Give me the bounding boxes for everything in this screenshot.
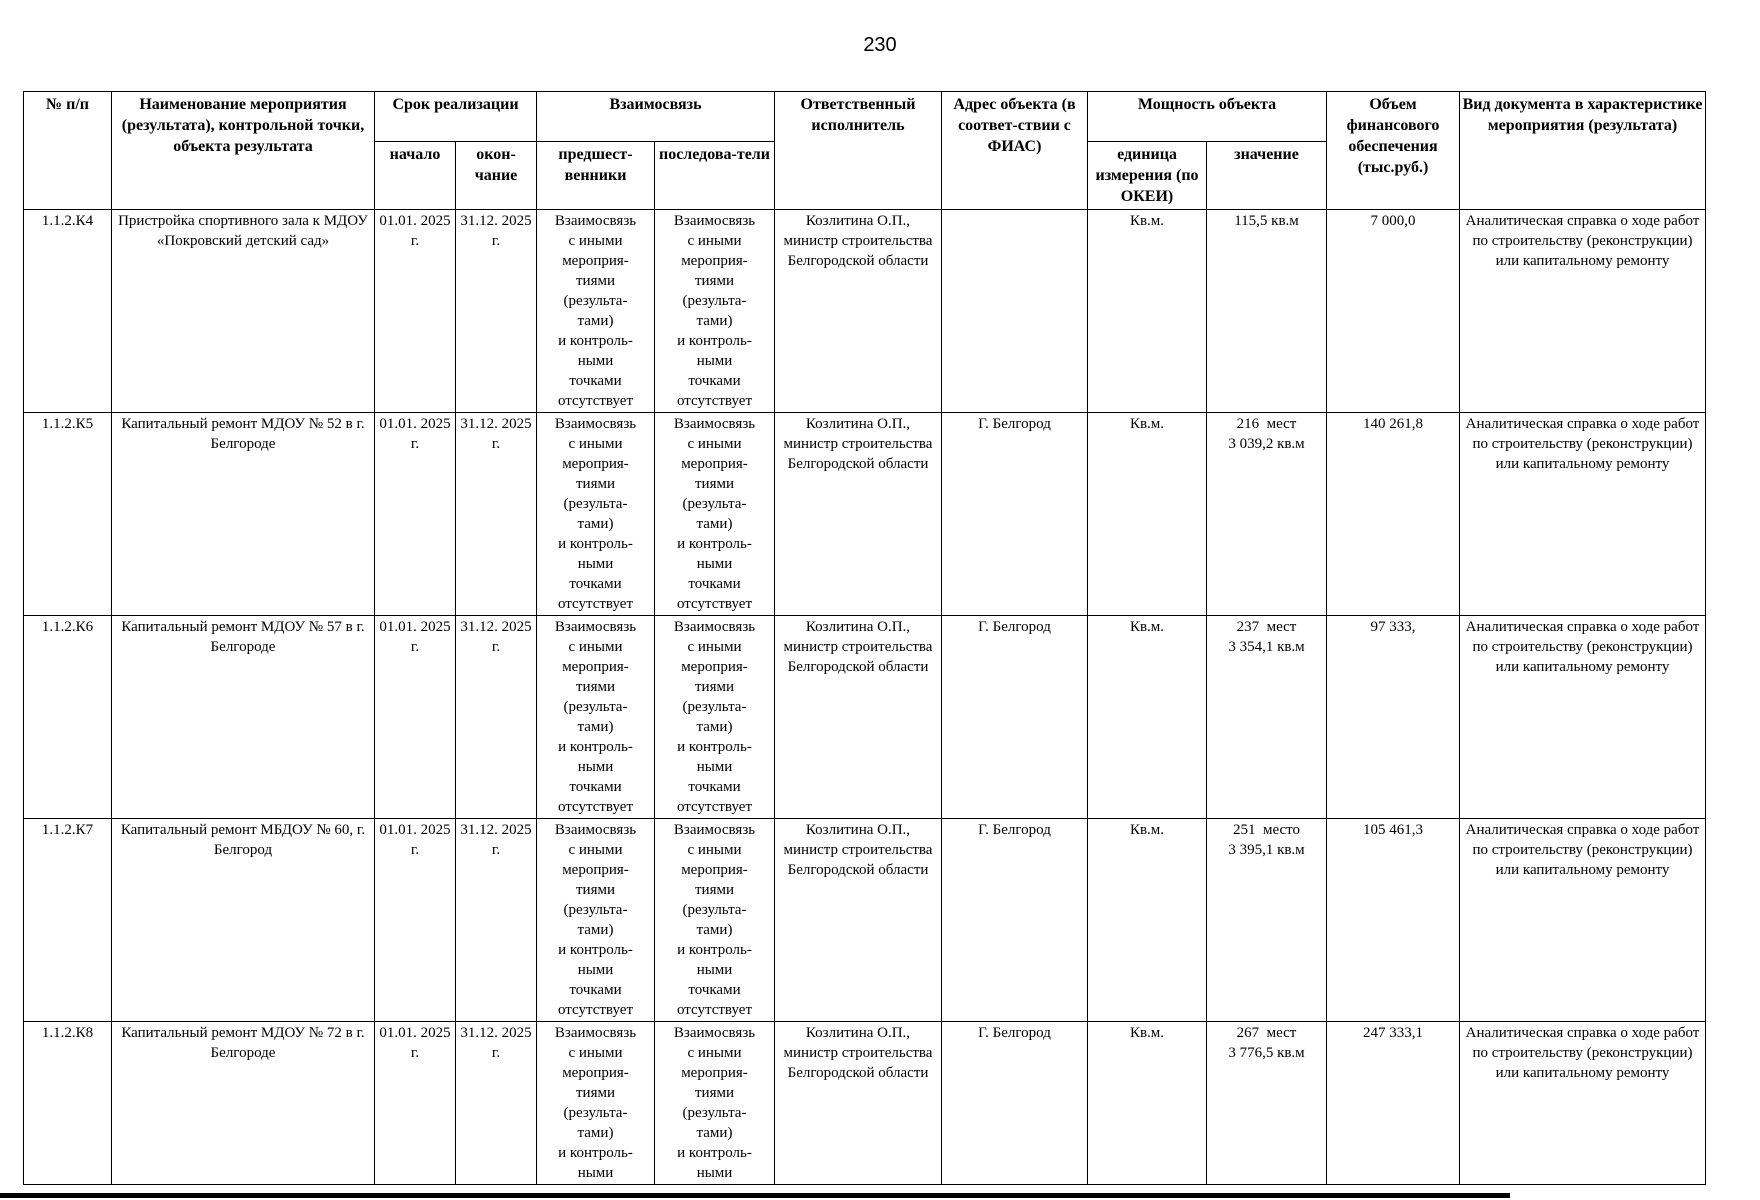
row-predecessors [537,413,655,616]
cell-line: (результа- [563,496,628,512]
header-relation-prev: предшест-венники [537,142,655,210]
cell-line: тами) [696,1125,733,1141]
cell-line: и контроль- [677,1145,752,1161]
cell-line: тами) [696,313,733,329]
cell-line: мероприя- [562,659,629,675]
cell-line: с иными [568,233,623,249]
cell-line: (результа- [682,1105,747,1121]
row-number: 1.1.2.К6 [24,616,112,819]
cell-line: тиями [575,1085,615,1101]
row-start-date: 01.01. 2025 г. [375,1022,456,1185]
row-address: Г. Белгород [942,819,1088,1022]
cell-line: с иными [687,1045,742,1061]
page-number: 230 [863,34,897,56]
cell-line: тиями [575,476,615,492]
cell-line: ными [577,1165,614,1181]
cell-line: точками [569,576,622,592]
cell-line: Взаимосвязь [554,416,637,432]
header-term-start: начало [375,142,456,210]
row-name: Капитальный ремонт МДОУ № 57 в г. Белгороде [112,616,375,819]
header-term: Срок реализации [375,92,537,142]
cell-line: Взаимосвязь [554,213,637,229]
cell-line: точками [569,982,622,998]
header-num: № п/п [24,92,112,210]
row-unit: Кв.м. [1088,413,1207,616]
row-unit: Кв.м. [1088,819,1207,1022]
row-predecessors [537,210,655,413]
cell-line: тами) [696,516,733,532]
row-value [1207,210,1327,413]
cell-line: тами) [577,719,614,735]
cell-line: и контроль- [558,942,633,958]
row-address: Г. Белгород [942,413,1088,616]
cell-line: отсутствует [557,393,634,409]
cell-line: ными [696,759,733,775]
cell-line: мероприя- [562,456,629,472]
cell-line: тиями [694,679,734,695]
cell-line: с иными [687,233,742,249]
table-row [24,819,1706,1022]
row-name: Капитальный ремонт МДОУ № 72 в г. Белгороде [112,1022,375,1185]
row-successors [655,210,775,413]
value-line: 115,5 кв.м [1234,213,1299,229]
cell-line: отсутствует [557,596,634,612]
row-unit: Кв.м. [1088,210,1207,413]
cell-line: ными [696,962,733,978]
table-row [24,616,1706,819]
cell-line: и контроль- [558,333,633,349]
cell-line: с иными [687,639,742,655]
cell-line: Взаимосвязь [554,822,637,838]
row-address: Г. Белгород [942,1022,1088,1185]
cell-line: отсутствует [557,799,634,815]
table-row [24,1022,1706,1185]
row-name: Капитальный ремонт МДОУ № 52 в г. Белгороде [112,413,375,616]
row-funding: 140 261,8 [1327,413,1460,616]
row-predecessors [537,1022,655,1185]
page-bottom-rule [0,1193,1510,1198]
header-doc-type: Вид документа в характеристике мероприятия (результата) [1460,92,1706,210]
cell-line: мероприя- [562,253,629,269]
cell-line: тиями [575,679,615,695]
cell-line: ными [696,353,733,369]
cell-line: тиями [694,882,734,898]
cell-line: и контроль- [677,739,752,755]
cell-line: и контроль- [558,739,633,755]
row-successors [655,413,775,616]
cell-line: Взаимосвязь [673,822,756,838]
table-header [24,92,1706,210]
cell-line: тиями [694,476,734,492]
row-number: 1.1.2.К5 [24,413,112,616]
row-number: 1.1.2.К7 [24,819,112,1022]
row-funding: 105 461,3 [1327,819,1460,1022]
cell-line: (результа- [563,699,628,715]
table-row [24,210,1706,413]
row-unit: Кв.м. [1088,616,1207,819]
row-doc-type: Аналитическая справка о ходе работ по строительству (реконструкции) или капитальному ремонту [1460,1022,1706,1185]
cell-line: с иными [568,436,623,452]
row-executor: Козлитина О.П., министр строительства Белгородской области [775,413,942,616]
cell-line: с иными [568,842,623,858]
cell-line: тами) [696,922,733,938]
cell-line: и контроль- [558,536,633,552]
row-address [942,210,1088,413]
cell-line: с иными [687,436,742,452]
cell-line: Взаимосвязь [554,619,637,635]
row-name: Капитальный ремонт МБДОУ № 60, г. Белгород [112,819,375,1022]
row-value [1207,616,1327,819]
value-line: 3 354,1 кв.м [1228,639,1305,655]
row-end-date: 31.12. 2025 г. [456,616,537,819]
cell-line: (результа- [682,902,747,918]
cell-line: точками [688,779,741,795]
row-successors [655,616,775,819]
row-funding: 247 333,1 [1327,1022,1460,1185]
cell-line: тами) [577,922,614,938]
row-doc-type: Аналитическая справка о ходе работ по строительству (реконструкции) или капитальному ремонту [1460,210,1706,413]
cell-line: Взаимосвязь [673,619,756,635]
value-line: 216 мест [1236,416,1297,432]
row-start-date: 01.01. 2025 г. [375,210,456,413]
cell-line: (результа- [563,1105,628,1121]
header-executor: Ответственный исполнитель [775,92,942,210]
row-end-date: 31.12. 2025 г. [456,819,537,1022]
cell-line: отсутствует [557,1002,634,1018]
value-line: 251 место [1232,822,1301,838]
cell-line: (результа- [563,293,628,309]
cell-line: тиями [694,273,734,289]
header-term-end: окон-чание [456,142,537,210]
row-predecessors [537,616,655,819]
cell-line: тами) [696,719,733,735]
cell-line: и контроль- [677,942,752,958]
row-executor: Козлитина О.П., министр строительства Белгородской области [775,210,942,413]
header-capacity-value: значение [1207,142,1327,210]
cell-line: точками [569,373,622,389]
cell-line: Взаимосвязь [673,213,756,229]
table-body [24,210,1706,1185]
cell-line: отсутствует [676,1002,753,1018]
cell-line: ными [577,962,614,978]
value-line: 267 мест [1236,1025,1297,1041]
cell-line: Взаимосвязь [554,1025,637,1041]
cell-line: ными [577,353,614,369]
header-capacity-unit: единица измерения (по ОКЕИ) [1088,142,1207,210]
cell-line: (результа- [682,699,747,715]
cell-line: тиями [575,273,615,289]
row-funding: 97 333, [1327,616,1460,819]
row-doc-type: Аналитическая справка о ходе работ по строительству (реконструкции) или капитальному ремонту [1460,819,1706,1022]
cell-line: точками [688,982,741,998]
cell-line: с иными [568,1045,623,1061]
cell-line: тиями [575,882,615,898]
cell-line: отсутствует [676,799,753,815]
cell-line: отсутствует [676,596,753,612]
row-value [1207,413,1327,616]
cell-line: тами) [577,1125,614,1141]
row-end-date: 31.12. 2025 г. [456,413,537,616]
row-funding: 7 000,0 [1327,210,1460,413]
cell-line: ными [577,556,614,572]
row-executor: Козлитина О.П., министр строительства Белгородской области [775,616,942,819]
cell-line: ными [696,556,733,572]
row-doc-type: Аналитическая справка о ходе работ по строительству (реконструкции) или капитальному ремонту [1460,413,1706,616]
row-start-date: 01.01. 2025 г. [375,819,456,1022]
value-line: 3 395,1 кв.м [1228,842,1305,858]
header-address: Адрес объекта (в соответ-ствии с ФИАС) [942,92,1088,210]
header-relation: Взаимосвязь [537,92,775,142]
cell-line: (результа- [682,293,747,309]
row-address: Г. Белгород [942,616,1088,819]
cell-line: и контроль- [677,536,752,552]
row-name: Пристройка спортивного зала к МДОУ «Покровский детский сад» [112,210,375,413]
table-row [24,413,1706,616]
row-unit: Кв.м. [1088,1022,1207,1185]
row-executor: Козлитина О.П., министр строительства Белгородской области [775,819,942,1022]
cell-line: тами) [577,313,614,329]
measures-table [23,91,1706,1185]
cell-line: мероприя- [562,1065,629,1081]
cell-line: отсутствует [676,393,753,409]
cell-line: (результа- [682,496,747,512]
value-line: 237 мест [1236,619,1297,635]
cell-line: ными [577,759,614,775]
cell-line: мероприя- [681,862,748,878]
row-value [1207,819,1327,1022]
cell-line: и контроль- [558,1145,633,1161]
row-predecessors [537,819,655,1022]
cell-line: с иными [687,842,742,858]
cell-line: с иными [568,639,623,655]
header-name: Наименование мероприятия (результата), контрольной точки, объекта результата [112,92,375,210]
row-successors [655,1022,775,1185]
row-number: 1.1.2.К4 [24,210,112,413]
cell-line: точками [688,576,741,592]
row-successors [655,819,775,1022]
row-executor: Козлитина О.П., министр строительства Белгородской области [775,1022,942,1185]
row-value [1207,1022,1327,1185]
cell-line: мероприя- [681,456,748,472]
cell-line: точками [688,373,741,389]
cell-line: мероприя- [562,862,629,878]
cell-line: мероприя- [681,253,748,269]
cell-line: и контроль- [677,333,752,349]
cell-line: тиями [694,1085,734,1101]
row-number: 1.1.2.К8 [24,1022,112,1185]
row-start-date: 01.01. 2025 г. [375,616,456,819]
cell-line: мероприя- [681,1065,748,1081]
row-end-date: 31.12. 2025 г. [456,1022,537,1185]
row-start-date: 01.01. 2025 г. [375,413,456,616]
cell-line: точками [569,779,622,795]
cell-line: Взаимосвязь [673,416,756,432]
row-doc-type: Аналитическая справка о ходе работ по строительству (реконструкции) или капитальному ремонту [1460,616,1706,819]
row-end-date: 31.12. 2025 г. [456,210,537,413]
cell-line: мероприя- [681,659,748,675]
value-line: 3 776,5 кв.м [1228,1045,1305,1061]
value-line: 3 039,2 кв.м [1228,436,1305,452]
cell-line: тами) [577,516,614,532]
cell-line: (результа- [563,902,628,918]
header-relation-next: последова-тели [655,142,775,210]
header-capacity: Мощность объекта [1088,92,1327,142]
header-funding: Объем финансового обеспечения (тыс.руб.) [1327,92,1460,210]
cell-line: Взаимосвязь [673,1025,756,1041]
cell-line: ными [696,1165,733,1181]
